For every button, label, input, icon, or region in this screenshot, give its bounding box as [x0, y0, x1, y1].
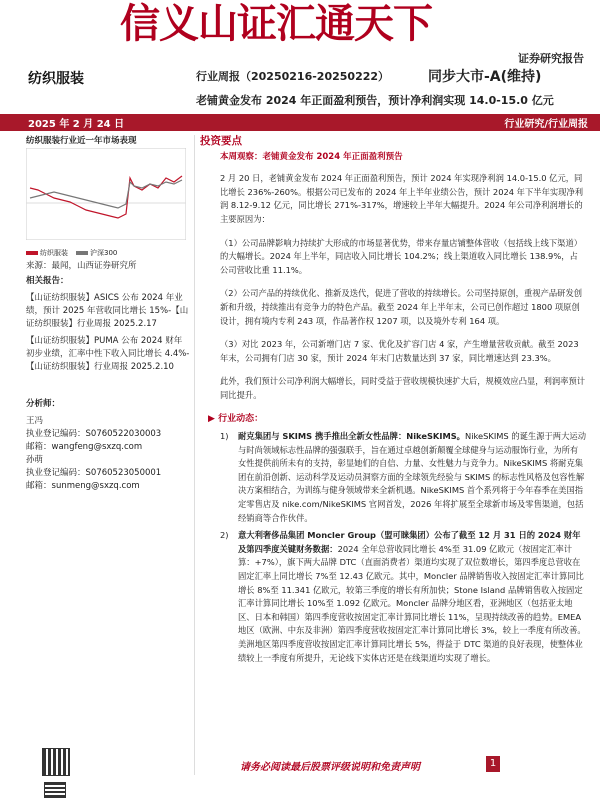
report-category: 行业研究/行业周报 [504, 119, 588, 130]
report-date: 2025 年 2 月 24 日 [28, 119, 125, 130]
news-text: NikeSKIMS 的诞生源于两大运动与时尚领域标志性品牌的强强联手，旨在通过卓越创新颠覆全球健身与运动服饰行业，为所有女性提供前所未有的支持，彰显她们的自信、力量、女性魅力与竞争力。NikeSKIMS 将耐克集团在前沿创新、运动科学及运动员洞察方面的全球领先经验与 SKIMS 的标志性风格及包容性解决方案相结合，为训练与健身领域带来全新机遇。NikeSKIMS 首个系列将于今年春季在美国指定零售店及 nike.com/NikeSKIMS 官网首发，2026 年将扩展至全球新市场及零售渠道，包括经销商等合作伙伴。 [238, 431, 586, 523]
news-number: 1) [220, 431, 229, 442]
industry-name: 纺织服装 [28, 71, 84, 87]
paragraph: 2 月 20 日，老铺黄金发布 2024 年正面盈利预告，预计 2024 年实现净利润 14.0-15.0 亿元，同比增长 236%-260%。根据公司已发布的 2024 年上半年业绩公告，预计 2024 年下半年实现净利润 8.12-9.12 亿元，同比增长 271%-317%，增速较上半年大幅提升。2024 年公司净利润增长的主要原因为： [220, 173, 584, 224]
chart-legend [26, 247, 190, 260]
page-number: 1 [486, 756, 500, 772]
sidebar [26, 135, 190, 493]
weekly-label: 行业周报（20250216-20250222） [196, 70, 390, 83]
paragraph: （3）对比 2023 年，公司新增门店 7 家、优化及扩容门店 4 家，产生增量营收贡献。截至 2023 年末，公司拥有门店 30 家，预计 2024 年末门店数量达到 37 家，同比增速达到 23.3%。 [220, 339, 579, 363]
news-title: ▶ 行业动态： [208, 413, 264, 424]
news-number: 2) [220, 530, 229, 541]
headline: 老铺黄金发布 2024 年正面盈利预告，预计净利润实现 14.0-15.0 亿元 [196, 94, 554, 107]
analyst-name: 王冯 [26, 416, 44, 426]
analysts-title: 分析师： [26, 399, 61, 409]
qr-code-icon [42, 748, 70, 776]
analyst-cert: 执业登记编码：S0760522030003 [26, 429, 162, 439]
analyst-email[interactable]: 邮箱：sunmeng@sxzq.com [26, 481, 140, 491]
section-title: 投资要点 [200, 135, 242, 147]
brand-banner: 信义山证汇通天下 [120, 0, 432, 47]
rating: 同步大市-A(维持) [428, 69, 542, 85]
column-divider [194, 135, 195, 775]
news-item [220, 529, 586, 665]
related-report[interactable]: 【山证纺织服装】PUMA 公布 2024 财年初步业绩，汇率中性下收入同比增长 4.4%-【山证纺织服装】行业周报 2025.2.10 [26, 336, 190, 372]
paragraph: （1）公司品牌影响力持续扩大形成的市场显著优势，带来存量店铺整体营收（包括线上线下渠道）的大幅增长。2024 年上半年，同店收入同比增长 104.2%；线上渠道收入同比增长 138.9%，占公司营收比重 11.1%。 [220, 237, 583, 275]
analyst-cert: 执业登记编码：S0760523050001 [26, 468, 162, 478]
news-item [220, 430, 586, 525]
main-content [200, 135, 586, 669]
news-text: 2024 全年总营收同比增长 4%至 31.09 亿欧元（按固定汇率计算：+7%），旗下两大品牌 DTC（直面消费者）渠道均实现了双位数增长，第四季度总营收在固定汇率上同比增长 7%至 12.43 亿欧元。其中，Moncler 品牌销售收入按固定汇率计算同比增长 8%至 11.341 亿欧元，较第三季度的增长有所加快；Stone Island 品牌销售收入按固定汇率计算同比增长 10%至 1.092 亿欧元。Moncler 品牌分地区看，亚洲地区（包括亚太地区、日本和韩国）第四季度营收按固定汇率计算同比增长 11%，呈现持续改善的趋势。EMEA 地区（欧洲、中东及非洲）第四季度营收按固定汇率计算同比增长 3%，较上一季度有所改善。美洲地区第四季度营收按固定汇率计算同比增长 5%，得益于 DTC 渠道的良好表现，使整体业绩较上一季度有所提升，无论线下实体店还是在线渠道均实现了增长。 [238, 543, 586, 663]
paragraph: 此外，我们预计公司净利润大幅增长，同时受益于营收规模快速扩大后，规模效应凸显，利润率预计同比提升。 [220, 376, 586, 400]
paragraph: （2）公司产品的持续优化、推新及迭代，促进了营收的持续增长。公司坚持原创，重视产品研发创新和升级，持续推出有竞争力的特色产品。截至 2024 年上半年末，公司已创作超过 1800 项原创设计，拥有境内专利 243 项，作品著作权 1207 项，以及境外专利 164 项。 [220, 288, 583, 326]
report-type: 证券研究报告 [518, 52, 584, 65]
chart-title: 纺织服装行业近一年市场表现 [26, 136, 137, 146]
sub-title: 本周观察：老铺黄金发布 2024 年正面盈利预告 [220, 151, 403, 162]
news-lead: 意大利奢侈品集团 Moncler Group（盟可睐集团）公布了截至 12 月 31 日的 2024 财年及第四季度关键财务数据： [238, 530, 581, 554]
chart-source: 来源：最闻，山西证券研究所 [26, 261, 137, 271]
analyst-name: 孙萌 [26, 455, 44, 465]
related-title: 相关报告： [26, 276, 69, 286]
market-chart [26, 148, 186, 240]
legend-csi300: 沪深300 [76, 247, 117, 260]
related-report[interactable]: 【山证纺织服装】ASICS 公布 2024 年业绩，预计 2025 年营收同比增长 15%-【山证纺织服装】行业周报 2025.2.17 [26, 293, 189, 329]
news-list [220, 430, 586, 665]
disclaimer: 请务必阅读最后股票评级说明和免责声明 [240, 762, 420, 773]
legend-textile: 纺织服装 [26, 247, 68, 260]
qr-code-small-icon [44, 782, 66, 798]
news-lead: 耐克集团与 SKIMS 携手推出全新女性品牌：NikeSKIMS。 [238, 431, 465, 442]
analyst-email[interactable]: 邮箱：wangfeng@sxzq.com [26, 442, 143, 452]
